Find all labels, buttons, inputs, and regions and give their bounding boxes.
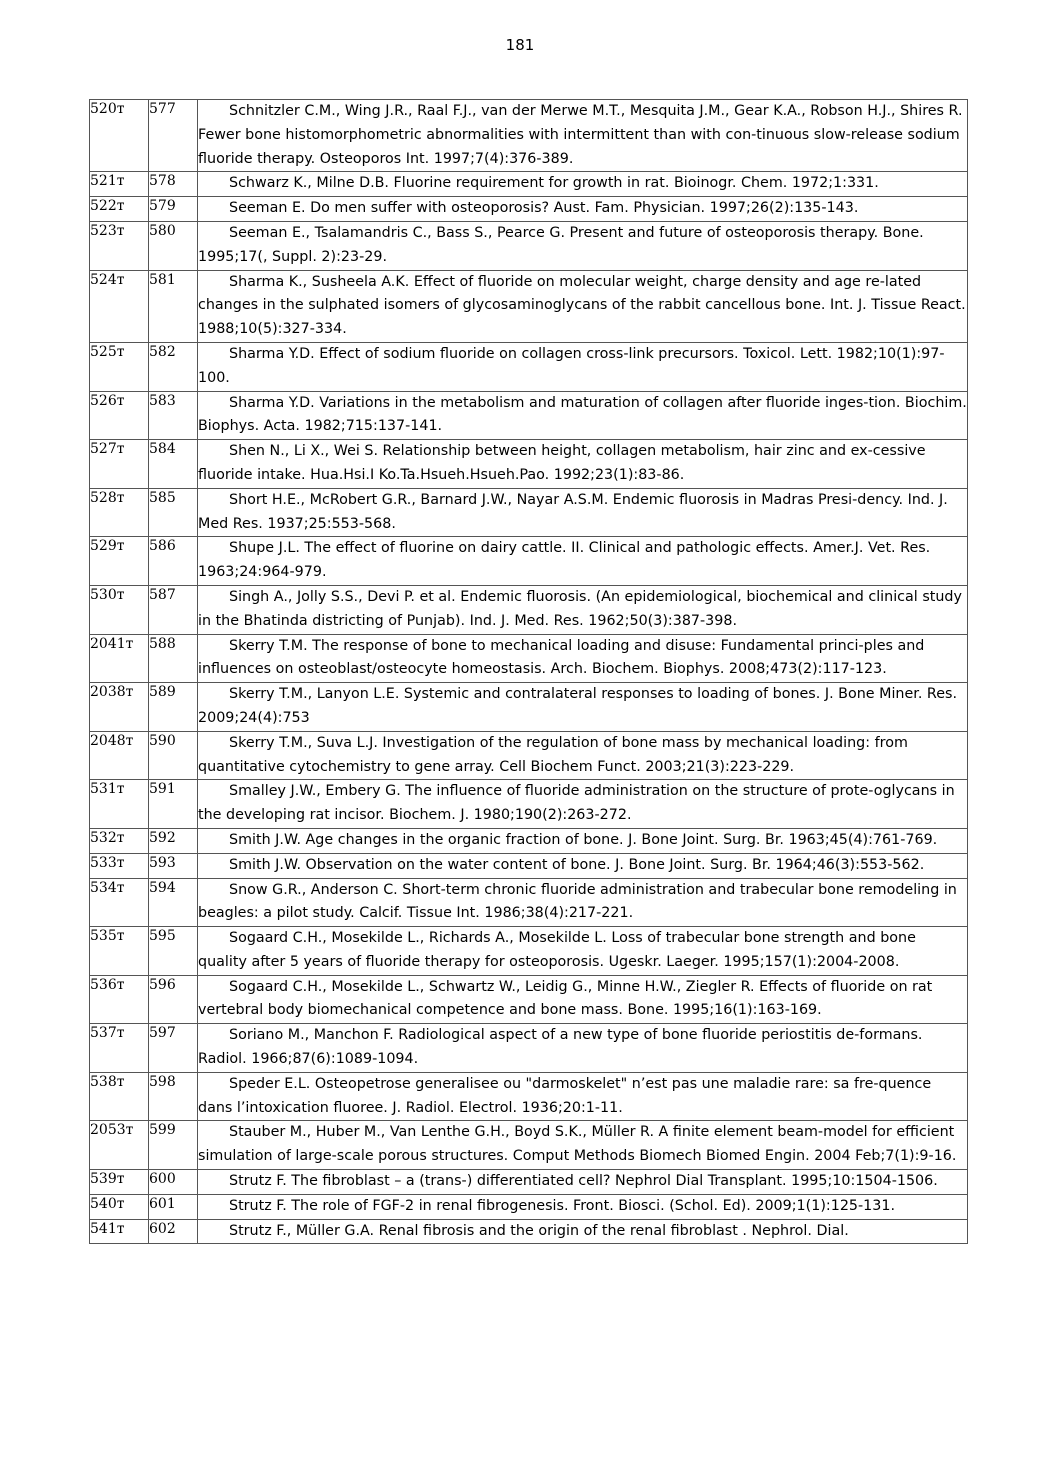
reference-id: 532т bbox=[90, 828, 149, 853]
reference-id: 535т bbox=[90, 927, 149, 976]
reference-text: Skerry T.M., Lanyon L.E. Systemic and contralateral responses to loading of bones. J. Bone Miner. Res. 2009;24(4):753 bbox=[198, 683, 968, 732]
reference-number: 585 bbox=[149, 488, 198, 537]
reference-number: 593 bbox=[149, 853, 198, 878]
table-row bbox=[90, 853, 968, 878]
reference-id: 539т bbox=[90, 1170, 149, 1195]
reference-text: Sharma Y.D. Effect of sodium fluoride on collagen cross-link precursors. Toxicol. Lett. 1982;10(1):97-100. bbox=[198, 342, 968, 391]
table-row bbox=[90, 391, 968, 440]
reference-text: Smith J.W. Age changes in the organic fraction of bone. J. Bone Joint. Surg. Br. 1963;45(4):761-769. bbox=[198, 828, 968, 853]
reference-text: Strutz F. The role of FGF-2 in renal fibrogenesis. Front. Biosci. (Schol. Ed). 2009;1(1):125-131. bbox=[198, 1194, 968, 1219]
reference-id: 540т bbox=[90, 1194, 149, 1219]
reference-number: 590 bbox=[149, 731, 198, 780]
reference-id: 524т bbox=[90, 270, 149, 342]
table-row bbox=[90, 270, 968, 342]
reference-id: 2048т bbox=[90, 731, 149, 780]
reference-text: Seeman E. Do men suffer with osteoporosis? Aust. Fam. Physician. 1997;26(2):135-143. bbox=[198, 197, 968, 222]
table-row bbox=[90, 1219, 968, 1244]
table-row bbox=[90, 221, 968, 270]
reference-text: Seeman E., Tsalamandris C., Bass S., Pearce G. Present and future of osteoporosis therapy. Bone. 1995;17(, Suppl. 2):23-29. bbox=[198, 221, 968, 270]
reference-id: 534т bbox=[90, 878, 149, 927]
table-row bbox=[90, 683, 968, 732]
table-row bbox=[90, 100, 968, 172]
table-row bbox=[90, 1170, 968, 1195]
table-row bbox=[90, 878, 968, 927]
table-row bbox=[90, 731, 968, 780]
reference-id: 528т bbox=[90, 488, 149, 537]
reference-number: 597 bbox=[149, 1024, 198, 1073]
reference-id: 531т bbox=[90, 780, 149, 829]
reference-id: 522т bbox=[90, 197, 149, 222]
reference-id: 525т bbox=[90, 342, 149, 391]
reference-id: 526т bbox=[90, 391, 149, 440]
table-row bbox=[90, 1024, 968, 1073]
reference-id: 537т bbox=[90, 1024, 149, 1073]
reference-text: Smalley J.W., Embery G. The influence of fluoride administration on the structure of prote-oglycans in the developing rat incisor. Biochem. J. 1980;190(2):263-272. bbox=[198, 780, 968, 829]
reference-number: 601 bbox=[149, 1194, 198, 1219]
table-row bbox=[90, 634, 968, 683]
reference-text: Schwarz K., Milne D.B. Fluorine requirement for growth in rat. Bioinogr. Chem. 1972;1:331. bbox=[198, 172, 968, 197]
reference-number: 599 bbox=[149, 1121, 198, 1170]
reference-number: 602 bbox=[149, 1219, 198, 1244]
reference-id: 538т bbox=[90, 1072, 149, 1121]
reference-number: 589 bbox=[149, 683, 198, 732]
reference-number: 588 bbox=[149, 634, 198, 683]
reference-text: Short H.E., McRobert G.R., Barnard J.W., Nayar A.S.M. Endemic fluorosis in Madras Presi-dency. Ind. J. Med Res. 1937;25:553-568. bbox=[198, 488, 968, 537]
reference-id: 529т bbox=[90, 537, 149, 586]
reference-number: 600 bbox=[149, 1170, 198, 1195]
reference-id: 530т bbox=[90, 585, 149, 634]
reference-text: Shen N., Li X., Wei S. Relationship between height, collagen metabolism, hair zinc and ex-cessive fluoride intake. Hua.Hsi.I Ko.Ta.Hsueh.Hsueh.Pao. 1992;23(1):83-86. bbox=[198, 440, 968, 489]
reference-text: Shupe J.L. The effect of fluorine on dairy cattle. II. Clinical and pathologic effects. Amer.J. Vet. Res. 1963;24:964-979. bbox=[198, 537, 968, 586]
reference-id: 521т bbox=[90, 172, 149, 197]
table-row bbox=[90, 1121, 968, 1170]
reference-number: 581 bbox=[149, 270, 198, 342]
reference-text: Schnitzler C.M., Wing J.R., Raal F.J., van der Merwe M.T., Mesquita J.M., Gear K.A., Robson H.J., Shires R. Fewer bone histomorphometric abnormalities with intermittent than with con-tinuous slow-release sodium fluoride therapy. Osteoporos Int. 1997;7(4):376-389. bbox=[198, 100, 968, 172]
reference-number: 591 bbox=[149, 780, 198, 829]
reference-text: Singh A., Jolly S.S., Devi P. et al. Endemic fluorosis. (An epidemiological, biochemical and clinical study in the Bhatinda districting of Punjab). Ind. J. Med. Res. 1962;50(3):387-398. bbox=[198, 585, 968, 634]
page-number: 181 bbox=[505, 36, 535, 54]
reference-number: 580 bbox=[149, 221, 198, 270]
table-row bbox=[90, 975, 968, 1024]
reference-number: 578 bbox=[149, 172, 198, 197]
reference-text: Sogaard C.H., Mosekilde L., Richards A., Mosekilde L. Loss of trabecular bone strength and bone quality after 5 years of fluoride therapy for osteoporosis. Ugeskr. Laeger. 1995;157(1):2004-2008. bbox=[198, 927, 968, 976]
reference-number: 596 bbox=[149, 975, 198, 1024]
reference-text: Strutz F. The fibroblast – a (trans-) differentiated cell? Nephrol Dial Transplant. 1995;10:1504-1506. bbox=[198, 1170, 968, 1195]
reference-number: 586 bbox=[149, 537, 198, 586]
table-row bbox=[90, 440, 968, 489]
table-row bbox=[90, 1072, 968, 1121]
reference-id: 533т bbox=[90, 853, 149, 878]
table-row bbox=[90, 927, 968, 976]
table-row bbox=[90, 488, 968, 537]
reference-number: 582 bbox=[149, 342, 198, 391]
reference-text: Snow G.R., Anderson C. Short-term chronic fluoride administration and trabecular bone remodeling in beagles: a pilot study. Calcif. Tissue Int. 1986;38(4):217-221. bbox=[198, 878, 968, 927]
reference-number: 584 bbox=[149, 440, 198, 489]
reference-text: Sharma K., Susheela A.K. Effect of fluoride on molecular weight, charge density and age re-lated changes in the sulphated isomers of glycosaminoglycans of the rabbit cancellous bone. Int. J. Tissue React. 1988;10(5):327-334. bbox=[198, 270, 968, 342]
reference-id: 2041т bbox=[90, 634, 149, 683]
reference-number: 595 bbox=[149, 927, 198, 976]
reference-text: Skerry T.M., Suva L.J. Investigation of the regulation of bone mass by mechanical loading: from quantitative cytochemistry to gene array. Cell Biochem Funct. 2003;21(3):223-229. bbox=[198, 731, 968, 780]
reference-text: Skerry T.M. The response of bone to mechanical loading and disuse: Fundamental princi-ples and influences on osteoblast/osteocyte homeostasis. Arch. Biochem. Biophys. 2008;473(2):117-123. bbox=[198, 634, 968, 683]
reference-id: 541т bbox=[90, 1219, 149, 1244]
references-table-body bbox=[90, 100, 968, 1244]
reference-text: Smith J.W. Observation on the water content of bone. J. Bone Joint. Surg. Br. 1964;46(3):553-562. bbox=[198, 853, 968, 878]
table-row bbox=[90, 537, 968, 586]
reference-id: 520т bbox=[90, 100, 149, 172]
table-row bbox=[90, 172, 968, 197]
reference-id: 527т bbox=[90, 440, 149, 489]
reference-id: 2038т bbox=[90, 683, 149, 732]
table-row bbox=[90, 780, 968, 829]
reference-id: 523т bbox=[90, 221, 149, 270]
reference-number: 577 bbox=[149, 100, 198, 172]
reference-number: 579 bbox=[149, 197, 198, 222]
reference-number: 598 bbox=[149, 1072, 198, 1121]
reference-text: Sogaard C.H., Mosekilde L., Schwartz W., Leidig G., Minne H.W., Ziegler R. Effects of fluoride on rat vertebral body biomechanical competence and bone mass. Bone. 1995;16(1):163-169. bbox=[198, 975, 968, 1024]
reference-id: 2053т bbox=[90, 1121, 149, 1170]
table-row bbox=[90, 828, 968, 853]
reference-number: 592 bbox=[149, 828, 198, 853]
reference-text: Sharma Y.D. Variations in the metabolism and maturation of collagen after fluoride inges-tion. Biochim. Biophys. Acta. 1982;715:137-141. bbox=[198, 391, 968, 440]
reference-number: 594 bbox=[149, 878, 198, 927]
references-table bbox=[89, 99, 968, 1244]
table-row bbox=[90, 197, 968, 222]
reference-id: 536т bbox=[90, 975, 149, 1024]
reference-text: Strutz F., Müller G.A. Renal fibrosis and the origin of the renal fibroblast . Nephrol. Dial. bbox=[198, 1219, 968, 1244]
table-row bbox=[90, 1194, 968, 1219]
reference-number: 583 bbox=[149, 391, 198, 440]
reference-text: Stauber M., Huber M., Van Lenthe G.H., Boyd S.K., Müller R. A finite element beam-model for efficient simulation of large-scale porous structures. Comput Methods Biomech Biomed Engin. 2004 Feb;7(1):9-16. bbox=[198, 1121, 968, 1170]
table-row bbox=[90, 585, 968, 634]
reference-number: 587 bbox=[149, 585, 198, 634]
table-row bbox=[90, 342, 968, 391]
reference-text: Speder E.L. Osteopetrose generalisee ou "darmoskelet" n’est pas une maladie rare: sa fre-quence dans l’intoxication fluoree. J. Radiol. Electrol. 1936;20:1-11. bbox=[198, 1072, 968, 1121]
reference-text: Soriano M., Manchon F. Radiological aspect of a new type of bone fluoride periostitis de-formans. Radiol. 1966;87(6):1089-1094. bbox=[198, 1024, 968, 1073]
